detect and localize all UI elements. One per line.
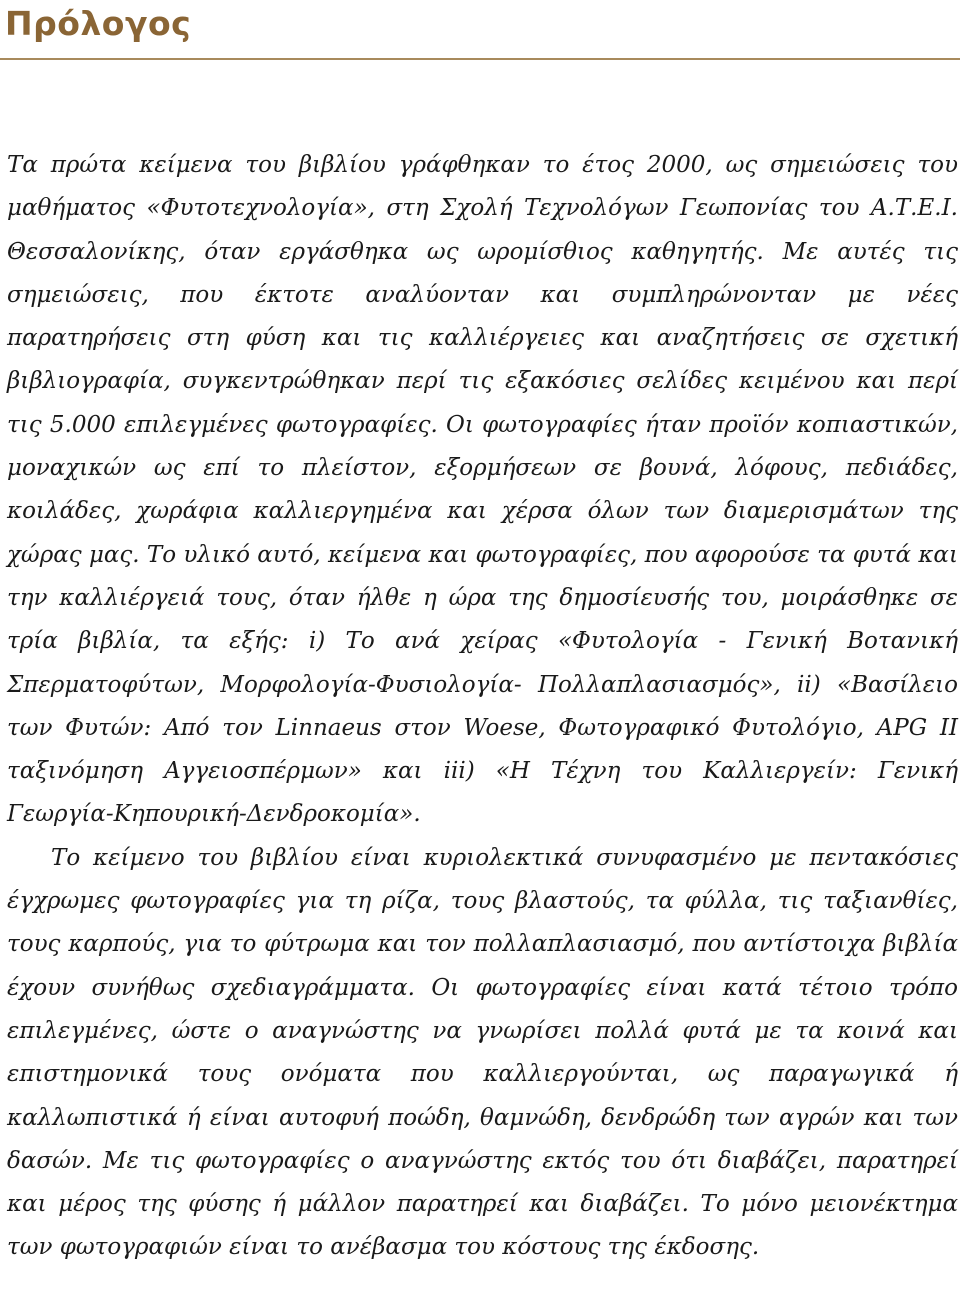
body-text (7, 144, 958, 1270)
paragraph: Το κείμενο του βιβλίου είναι κυριολεκτικά συνυφασμένο με πεντακόσιες έγχρωμες φωτογραφίες για τη ρίζα, τους βλαστούς, τα φύλλα, τις ταξιανθίες, τους καρπούς, για το φύτρωμα και τον πολλαπλασιασμό, που αντίστοιχα βιβλία έχουν συνήθως σχεδιαγράμματα. Οι φωτογραφίες είναι κατά τέτοιο τρόπο επιλεγμένες, ώστε ο αναγνώστης να γνωρίσει πολλά φυτά με τα κοινά και επιστημονικά τους ονόματα που καλλιεργούνται, ως παραγωγικά ή καλλωπιστικά ή είναι αυτοφυή ποώδη, θαμνώδη, δενδρώδη των αγρών και των δασών. Με τις φωτογραφίες ο αναγνώστης εκτός του ότι διαβάζει, παρατηρεί και μέρος της φύσης ή μάλλον παρατηρεί και διαβάζει. Το μόνο μειονέκτημα των φωτογραφιών είναι το ανέβασμα του κόστους της έκδοσης. (7, 844, 958, 1261)
chapter-title: Πρόλογος (5, 4, 192, 43)
title-divider (0, 58, 960, 60)
paragraph: Τα πρώτα κείμενα του βιβλίου γράφθηκαν το έτος 2000, ως σημειώσεις του μαθήματος «Φυτοτεχνολογία», στη Σχολή Τεχνολόγων Γεωπονίας του Α.Τ.Ε.Ι. Θεσσαλονίκης, όταν εργάσθηκα ως ωρομίσθιος καθηγητής. Με αυτές τις σημειώσεις, που έκτοτε αναλύονταν και συμπληρώνονταν με νέες παρατηρήσεις στη φύση και τις καλλιέργειες και αναζητήσεις σε σχετική βιβλιογραφία, συγκεντρώθηκαν περί τις εξακόσιες σελίδες κειμένου και περί τις 5.000 επιλεγμένες φωτογραφίες. Οι φωτογραφίες ήταν προϊόν κοπιαστικών, μοναχικών ως επί το πλείστον, εξορμήσεων σε βουνά, λόφους, πεδιάδες, κοιλάδες, χωράφια καλλιεργημένα και χέρσα όλων των διαμερισμάτων της χώρας μας. Το υλικό αυτό, κείμενα και φωτογραφίες, που αφορούσε τα φυτά και την καλλιέργειά τους, όταν ήλθε η ώρα της δημοσίευσής του, μοιράσθηκε σε τρία βιβλία, τα εξής: i) Το ανά χείρας «Φυτολογία - Γενική Βοτανική Σπερματοφύτων, Μορφολογία-Φυσιολογία- Πολλαπλασιασμός», ii) «Βασίλειο των Φυτών: Από τον Linnaeus στον Woese, Φωτογραφικό Φυτολόγιο, APG II ταξινόμηση Αγγειοσπέρμων» και iii) «Η Τέχνη του Καλλιεργείν: Γενική Γεωργία-Κηπουρική-Δενδροκομία». (7, 152, 958, 828)
